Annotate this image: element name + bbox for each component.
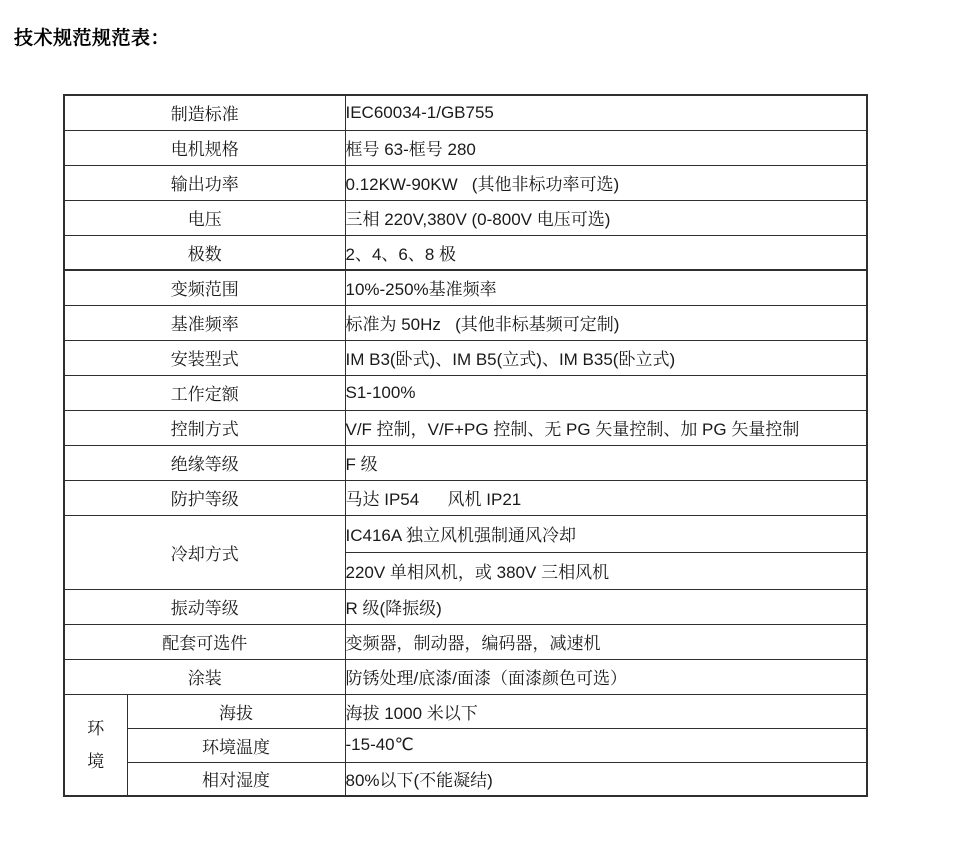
spec-label-output-power: 输出功率 [64,165,345,200]
environment-group-label: 环境 [87,718,105,771]
table-row [64,375,867,410]
spec-value-frequency-range: 10%-250%基准频率 [345,270,867,305]
spec-value-duty-rating: S1-100% [345,375,867,410]
table-row [64,480,867,515]
spec-label-voltage: 电压 [64,200,345,235]
spec-label-frequency-range: 变频范围 [64,270,345,305]
spec-value-cooling-method-2: 220V 单相风机，或 380V 三相风机 [345,552,867,589]
spec-value-ambient-temperature: -15-40℃ [345,728,867,762]
spec-value-coating: 防锈处理/底漆/面漆（面漆颜色可选） [345,659,867,694]
spec-value-insulation-class: F 级 [345,445,867,480]
table-row [64,589,867,624]
spec-label-cooling-method: 冷却方式 [64,515,345,589]
spec-label-motor-spec: 电机规格 [64,130,345,165]
spec-label-coating: 涂装 [64,659,345,694]
table-row [64,445,867,480]
spec-group-environment [64,694,127,796]
spec-label-ambient-temperature: 环境温度 [127,728,345,762]
spec-label-base-frequency: 基准频率 [64,305,345,340]
spec-value-manufacturing-standard: IEC60034-1/GB755 [345,95,867,130]
table-row [64,624,867,659]
table-row [64,130,867,165]
table-row [64,659,867,694]
spec-value-protection-class: 马达 IP54 风机 IP21 [345,480,867,515]
spec-value-altitude: 海拔 1000 米以下 [345,694,867,728]
spec-value-output-power: 0.12KW-90KW (其他非标功率可选) [345,165,867,200]
spec-label-relative-humidity: 相对湿度 [127,762,345,796]
table-row [64,694,867,728]
page-title: 技术规范规范表： [14,28,171,49]
spec-value-relative-humidity: 80%以下(不能凝结) [345,762,867,796]
table-row [64,270,867,305]
table-row [64,200,867,235]
spec-label-control-method: 控制方式 [64,410,345,445]
spec-value-motor-spec: 框号 63-框号 280 [345,130,867,165]
spec-label-altitude: 海拔 [127,694,345,728]
table-row [64,305,867,340]
spec-value-mounting-type: IM B3(卧式)、IM B5(立式)、IM B35(卧立式) [345,340,867,375]
spec-label-insulation-class: 绝缘等级 [64,445,345,480]
spec-label-protection-class: 防护等级 [64,480,345,515]
spec-value-voltage: 三相 220V,380V (0-800V 电压可选) [345,200,867,235]
spec-label-manufacturing-standard: 制造标准 [64,95,345,130]
table-row [64,410,867,445]
spec-label-mounting-type: 安装型式 [64,340,345,375]
spec-value-optional-accessories: 变频器，制动器，编码器，减速机 [345,624,867,659]
table-row [64,762,867,796]
spec-table [63,94,868,797]
spec-value-base-frequency: 标准为 50Hz (其他非标基频可定制) [345,305,867,340]
spec-label-optional-accessories: 配套可选件 [64,624,345,659]
spec-value-cooling-method-1: IC416A 独立风机强制通风冷却 [345,515,867,552]
spec-value-poles: 2、4、6、8 极 [345,235,867,270]
spec-label-poles: 极数 [64,235,345,270]
spec-value-control-method: V/F 控制，V/F+PG 控制、无 PG 矢量控制、加 PG 矢量控制 [345,410,867,445]
table-row [64,165,867,200]
spec-label-vibration-grade: 振动等级 [64,589,345,624]
table-row [64,235,867,270]
table-row [64,95,867,130]
spec-label-duty-rating: 工作定额 [64,375,345,410]
spec-value-vibration-grade: R 级(降振级) [345,589,867,624]
table-row [64,728,867,762]
table-row [64,515,867,552]
table-row [64,340,867,375]
